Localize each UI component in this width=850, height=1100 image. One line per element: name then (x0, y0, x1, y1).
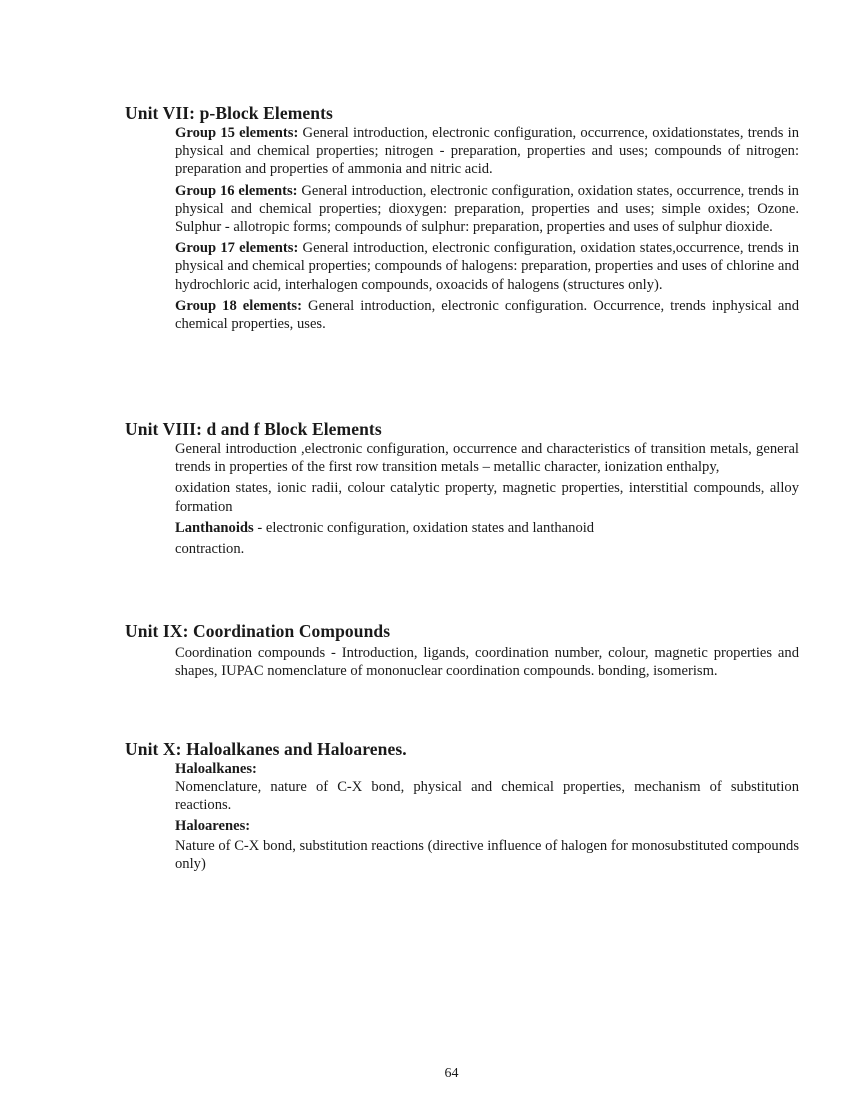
group-17-heading: Group 17 elements: (175, 240, 299, 257)
unit-9-section (125, 620, 801, 680)
group-16-paragraph (175, 182, 799, 237)
lanthanoids-heading: Lanthanoids (175, 519, 254, 536)
haloalkanes-paragraph: Nomenclature, nature of C-X bond, physical and chemical properties, mechanism of substitution reactions. (175, 779, 799, 814)
group-15-paragraph (175, 124, 799, 179)
group-18-paragraph (175, 297, 799, 333)
unit-9-body (175, 644, 799, 680)
unit-8-title: Unit VIII: d and f Block Elements (125, 419, 382, 439)
transition-metals-paragraph: General introduction ,electronic configuration, occurrence and characteristics of transition metals, general trends in properties of the first row transition metals – metallic character, ionization enthalpy, (175, 441, 799, 476)
group-16-text: General introduction, electronic configuration, oxidation states, occurrence, trends in physical and chemical properties; dioxygen: preparation, properties and uses; simple oxides; Ozone. Sulphur - allotropic forms; compounds of sulphur: preparation, properties and uses of sulphur dioxide. (175, 182, 799, 236)
unit-10-section (125, 738, 801, 873)
unit-10-body (175, 760, 799, 873)
group-17-paragraph (175, 239, 799, 294)
unit-10-title: Unit X: Haloalkanes and Haloarenes. (125, 739, 407, 759)
lanthanoids-text: - electronic configuration, oxidation states and lanthanoid (253, 519, 595, 536)
haloalkanes-heading: Haloalkanes: (175, 761, 257, 777)
group-15-text: General introduction, electronic configuration, occurrence, oxidationstates, trends in physical and chemical properties; nitrogen - preparation, properties and uses; compounds of nitrogen: preparation and properties of ammonia and nitric acid. (175, 125, 799, 178)
coordination-paragraph: Coordination compounds - Introduction, ligands, coordination number, colour, magnetic properties and shapes, IUPAC nomenclature of mononuclear coordination compounds. bonding, isomerism. (175, 645, 799, 680)
group-18-heading: Group 18 elements: (175, 297, 302, 314)
unit-9-title: Unit IX: Coordination Compounds (125, 621, 391, 641)
unit-7-section (125, 102, 801, 333)
haloarenes-heading: Haloarenes: (175, 817, 251, 834)
unit-8-section (125, 418, 801, 558)
group-18-text: General introduction, electronic configuration. Occurrence, trends inphysical and chemical properties, uses. (175, 297, 799, 333)
group-15-heading: Group 15 elements: (175, 125, 299, 141)
unit-7-body (175, 124, 799, 333)
lanthanoids-paragraph (175, 519, 799, 537)
unit-7-title: Unit VII: p-Block Elements (125, 103, 333, 123)
unit-8-body (175, 440, 799, 558)
oxidation-states-paragraph: oxidation states, ionic radii, colour catalytic property, magnetic properties, interstitial compounds, alloy formation (175, 480, 799, 515)
haloarenes-paragraph: Nature of C-X bond, substitution reactions (directive influence of halogen for monosubstituted compounds only) (175, 837, 799, 873)
group-17-text: General introduction, electronic configuration, oxidation states,occurrence, trends in physical and chemical properties; compounds of halogens: preparation, properties and uses of chlorine and hydrochloric acid, interhalogen compounds, oxoacids of halogens (structures only). (175, 240, 799, 293)
contraction-paragraph: contraction. (175, 541, 245, 558)
page-number: 64 (444, 1066, 459, 1081)
group-16-heading: Group 16 elements: (175, 182, 298, 199)
